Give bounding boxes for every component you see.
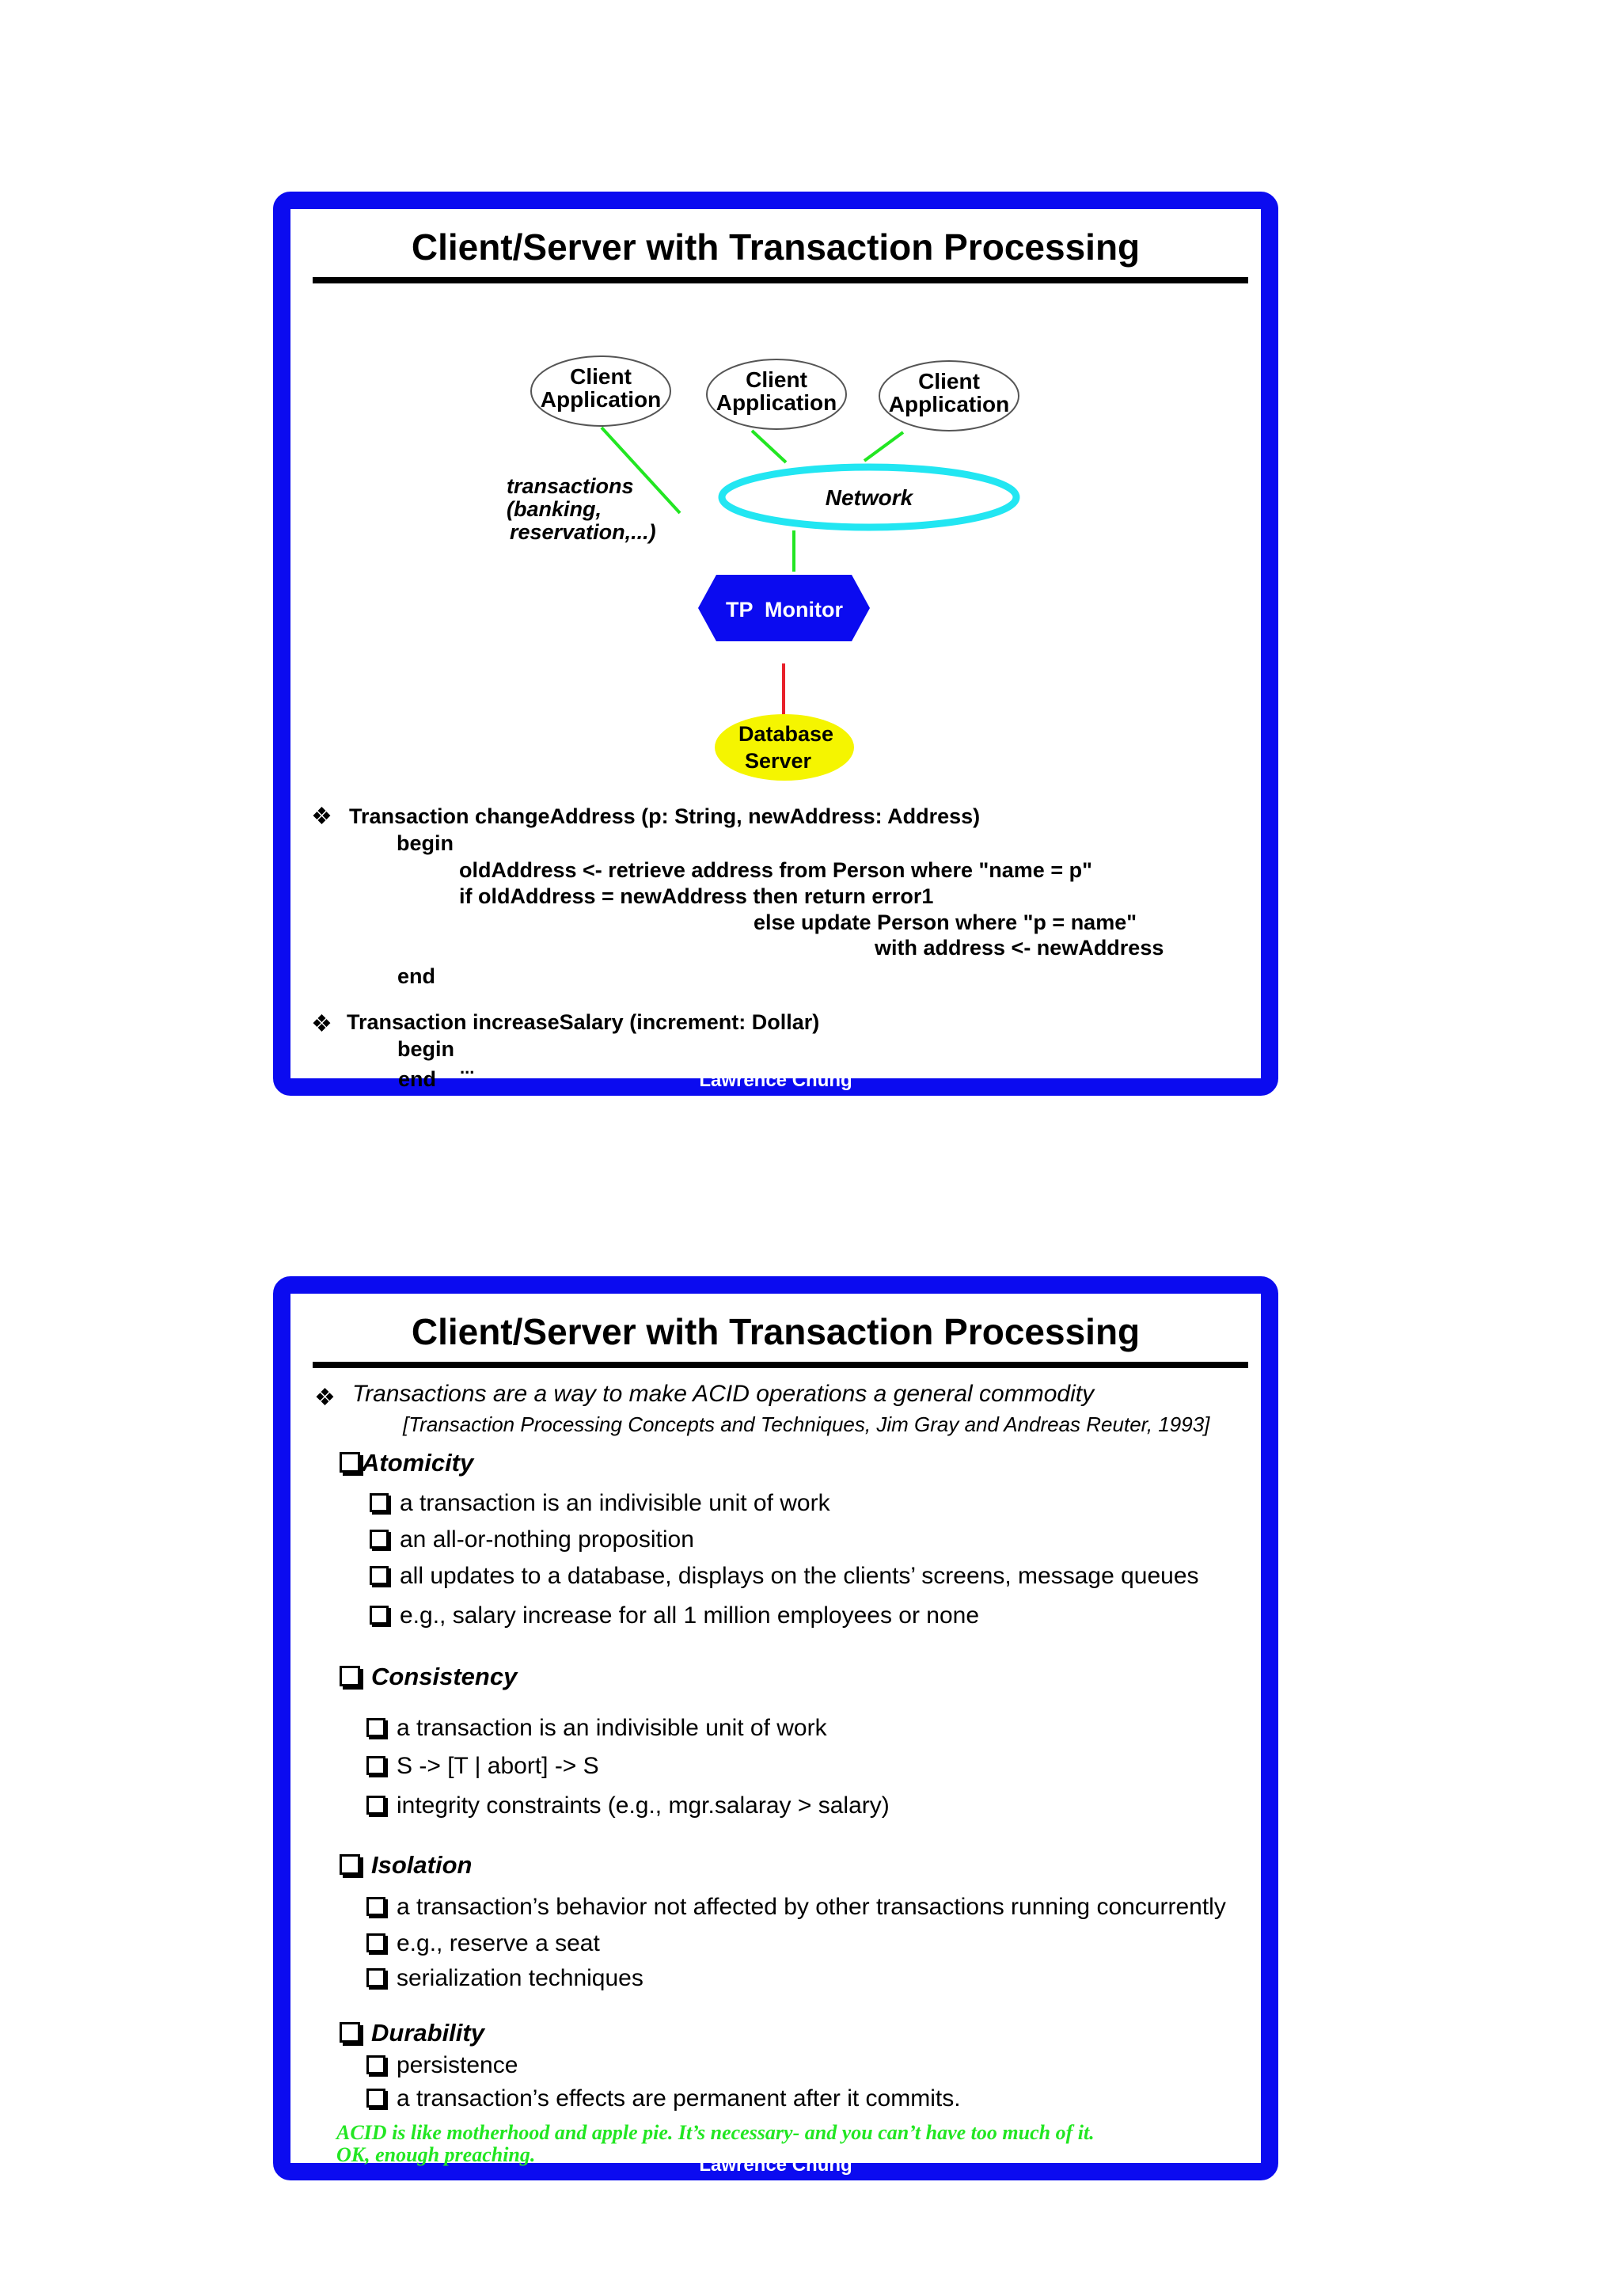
checkbox-icon bbox=[366, 1718, 385, 1737]
checkbox-icon bbox=[366, 1968, 385, 1987]
code1-line2: if oldAddress = newAddress then return error1 bbox=[459, 884, 934, 908]
list-item: S -> [T | abort] -> S bbox=[366, 1753, 599, 1780]
code1-line1: oldAddress <- retrieve address from Person where "name = p" bbox=[459, 858, 1092, 882]
network-label: Network bbox=[825, 485, 913, 510]
slide-2 bbox=[273, 1276, 1278, 2180]
slide-1 bbox=[273, 192, 1278, 1096]
section-heading-consistency: Consistency bbox=[340, 1663, 517, 1691]
title-rule bbox=[313, 1362, 1248, 1368]
code1-end: end bbox=[397, 964, 436, 988]
list-item: a transaction’s effects are permanent after it commits. bbox=[366, 2085, 961, 2112]
citation: [Transaction Processing Concepts and Techniques, Jim Gray and Andreas Reuter, 1993] bbox=[403, 1412, 1210, 1436]
code1-line4: with address <- newAddress bbox=[875, 936, 1164, 960]
list-item: serialization techniques bbox=[366, 1965, 643, 1992]
transactions-label-3: reservation,...) bbox=[510, 520, 656, 544]
client3-label-2: Application bbox=[888, 392, 1010, 416]
list-item: e.g., reserve a seat bbox=[366, 1930, 600, 1957]
section-heading-isolation: Isolation bbox=[340, 1851, 472, 1880]
diamond-bullet-icon: ❖ bbox=[311, 804, 332, 830]
list-item: a transaction is an indivisible unit of work bbox=[370, 1490, 830, 1517]
checkbox-icon bbox=[366, 2089, 385, 2108]
code1-header: Transaction changeAddress (p: String, newAddress: Address) bbox=[349, 804, 981, 828]
code2-end: end bbox=[398, 1067, 437, 1091]
checkbox-icon bbox=[340, 2022, 360, 2043]
list-item: a transaction is an indivisible unit of work bbox=[366, 1715, 827, 1742]
tp-monitor-label: TP Monitor bbox=[726, 598, 843, 622]
checkbox-icon bbox=[370, 1530, 389, 1549]
list-item: integrity constraints (e.g., mgr.salaray > salary) bbox=[366, 1792, 890, 1819]
database-label: Database bbox=[738, 722, 834, 746]
client1-label: Client bbox=[570, 364, 632, 389]
checkbox-icon bbox=[370, 1493, 389, 1512]
code1-begin: begin bbox=[397, 831, 454, 855]
list-item: a transaction’s behavior not affected by other transactions running concurrently bbox=[366, 1894, 1226, 1921]
diamond-bullet-icon: ❖ bbox=[314, 1385, 336, 1411]
intro-text: Transactions are a way to make ACID operations a general commodity bbox=[352, 1381, 1095, 1407]
section-heading-atomicity: Atomicity bbox=[340, 1449, 473, 1477]
code1-line3: else update Person where "p = name" bbox=[754, 910, 1137, 934]
checkbox-icon bbox=[366, 2055, 385, 2074]
quote-line-1: ACID is like motherhood and apple pie. It’s necessary- and you can’t have too much of it. bbox=[336, 2121, 1095, 2144]
code2-ellipsis: ... bbox=[460, 1058, 475, 1078]
checkbox-icon bbox=[370, 1566, 389, 1585]
list-item: all updates to a database, displays on the clients’ screens, message queues bbox=[370, 1563, 1199, 1590]
section-heading-durability: Durability bbox=[340, 2019, 484, 2047]
client1-link bbox=[602, 428, 680, 513]
checkbox-icon bbox=[340, 1666, 360, 1686]
checkbox-icon bbox=[366, 1933, 385, 1952]
slide-title: Client/Server with Transaction Processing bbox=[411, 1311, 1141, 1352]
slide-footer: Lawrence Chung bbox=[699, 1070, 852, 1091]
diamond-bullet-icon: ❖ bbox=[311, 1011, 332, 1037]
list-item: e.g., salary increase for all 1 million employees or none bbox=[370, 1602, 979, 1629]
transactions-label: transactions bbox=[507, 474, 634, 498]
slide-footer: Lawrence Chung bbox=[699, 2154, 852, 2176]
client2-label-2: Application bbox=[716, 390, 837, 415]
checkbox-icon bbox=[366, 1796, 385, 1815]
client3-link bbox=[864, 432, 903, 461]
slide-title: Client/Server with Transaction Processing bbox=[411, 226, 1141, 268]
checkbox-icon bbox=[366, 1897, 385, 1916]
list-item: an all-or-nothing proposition bbox=[370, 1526, 694, 1553]
quote-line-2: OK, enough preaching. bbox=[336, 2143, 536, 2166]
code2-begin: begin bbox=[397, 1037, 454, 1061]
client2-label: Client bbox=[746, 367, 807, 392]
client1-label-2: Application bbox=[540, 387, 662, 412]
client2-link bbox=[752, 431, 786, 462]
database-label-2: Server bbox=[744, 749, 812, 773]
list-item: persistence bbox=[366, 2052, 518, 2079]
transactions-label-2: (banking, bbox=[507, 497, 602, 521]
code2-header: Transaction increaseSalary (increment: Dollar) bbox=[347, 1010, 820, 1034]
checkbox-icon bbox=[340, 1452, 360, 1473]
checkbox-icon bbox=[366, 1756, 385, 1775]
checkbox-icon bbox=[370, 1606, 389, 1625]
checkbox-icon bbox=[340, 1854, 360, 1875]
client3-label: Client bbox=[918, 369, 980, 393]
